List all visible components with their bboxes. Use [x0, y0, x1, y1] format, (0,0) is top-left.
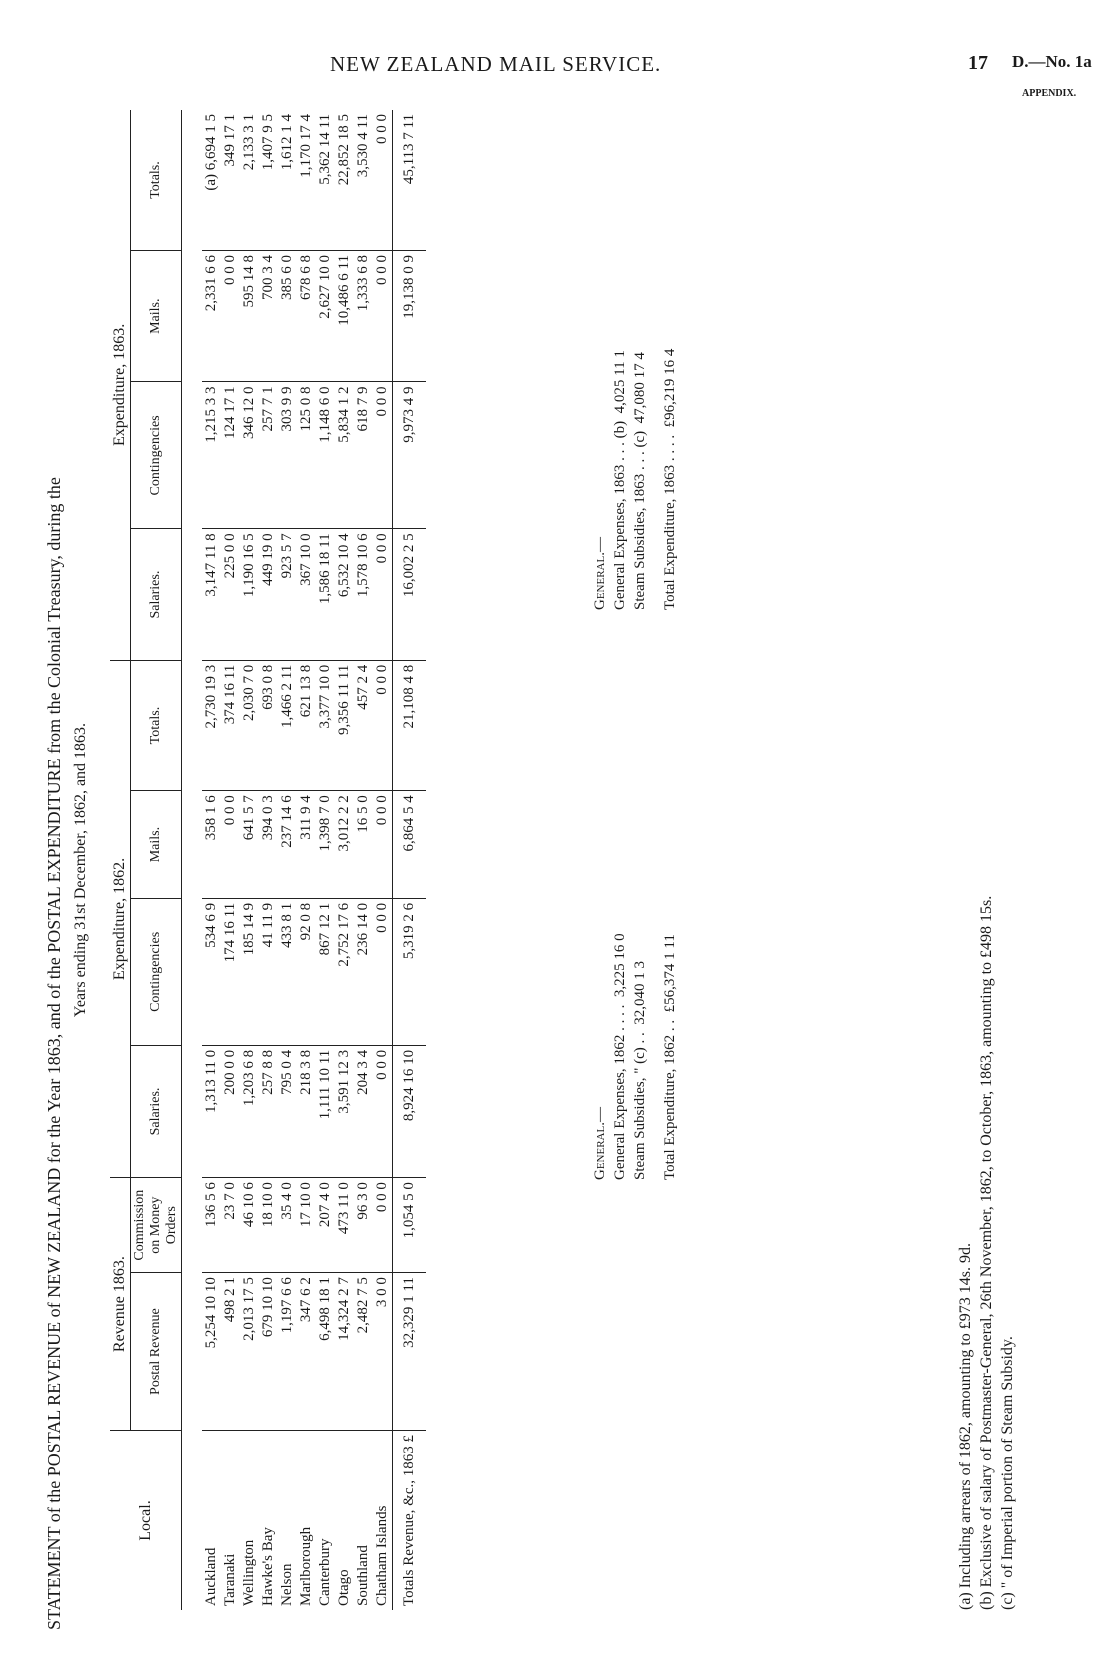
postal-revenue: 498 2 1 [221, 1273, 240, 1431]
total-expenditure-1863-label: Total Expenditure, 1863 . . . . [662, 434, 678, 610]
contingencies-1862-header: Contingencies [131, 898, 182, 1045]
contingencies-1862: 236 14 0 [354, 898, 373, 1045]
total-salaries-1862: 8,924 16 10 [393, 1045, 427, 1177]
table-row [278, 110, 297, 1610]
appendix-label: APPENDIX. [1022, 88, 1077, 99]
mails-1863: 10,486 6 11 [335, 251, 354, 382]
place-name: Wellington [241, 1539, 257, 1606]
table-row [221, 110, 240, 1610]
commission: 35 4 0 [278, 1178, 297, 1273]
mails-1862: 3,012 2 2 [335, 791, 354, 899]
postal-revenue: 6,498 18 1 [316, 1273, 335, 1431]
contingencies-1863: 618 7 9 [354, 382, 373, 529]
place-name: Taranaki [222, 1553, 238, 1606]
table-row [335, 110, 354, 1610]
table-row [373, 110, 393, 1610]
table-row [202, 110, 221, 1610]
total-mails-1862: 6,864 5 4 [393, 791, 427, 899]
expenditure-1863-header: Expenditure, 1863. [110, 110, 131, 660]
totals-1863: 3,530 4 11 [354, 110, 373, 251]
commission: 207 4 0 [316, 1178, 335, 1273]
total-expenditure-1862-value: £56,374 1 11 [662, 934, 678, 1013]
general-1863-block [590, 349, 680, 610]
footnote-c: (c) " of Imperial portion of Steam Subsidy. [999, 1336, 1016, 1610]
totals-1863: 1,612 1 4 [278, 110, 297, 251]
commission: 0 0 0 [373, 1178, 393, 1273]
total-expenditure-1863-value: £96,219 16 4 [662, 348, 678, 428]
commission: 23 7 0 [221, 1178, 240, 1273]
salaries-1862: 0 0 0 [373, 1045, 393, 1177]
mails-1862: 394 0 3 [259, 791, 278, 899]
salaries-1862: 257 8 8 [259, 1045, 278, 1177]
salaries-1862: 3,591 12 3 [335, 1045, 354, 1177]
total-mails-1863: 19,138 0 9 [393, 251, 427, 382]
totals-row [393, 110, 427, 1610]
table-row [240, 110, 259, 1610]
total-contingencies-1862: 5,319 2 6 [393, 898, 427, 1045]
contingencies-1863: 0 0 0 [373, 382, 393, 529]
mails-1862: 641 5 7 [240, 791, 259, 899]
salaries-1862: 1,111 10 11 [316, 1045, 335, 1177]
local-header: Local. [110, 1431, 182, 1611]
salaries-1862: 1,313 11 0 [202, 1045, 221, 1177]
mails-1862: 16 5 0 [354, 791, 373, 899]
totals-1863: 2,133 3 1 [240, 110, 259, 251]
salaries-1863: 1,190 16 5 [240, 529, 259, 660]
general-expenses-1863-value: 4,025 11 1 [612, 350, 628, 414]
statement-subtitle: Years ending 31st December, 1862, and 1863. [72, 722, 89, 1018]
place-name: Canterbury [317, 1538, 333, 1606]
totals-1863: 1,407 9 5 [259, 110, 278, 251]
postal-revenue: 347 6 2 [297, 1273, 316, 1431]
contingencies-1862: 92 0 8 [297, 898, 316, 1045]
general-expenses-1863-label: General Expenses, 1863 . . . (b) [612, 420, 628, 610]
salaries-1863: 225 0 0 [221, 529, 240, 660]
salaries-1863: 1,586 18 11 [316, 529, 335, 660]
totals-1862: 693 0 8 [259, 660, 278, 791]
salaries-1863: 3,147 11 8 [202, 529, 221, 660]
salaries-1862: 218 3 8 [297, 1045, 316, 1177]
contingencies-1863-header: Contingencies [131, 382, 182, 529]
mails-1863: 385 6 0 [278, 251, 297, 382]
contingencies-1862: 2,752 17 6 [335, 898, 354, 1045]
salaries-1863: 449 19 0 [259, 529, 278, 660]
contingencies-1862: 174 16 11 [221, 898, 240, 1045]
general-expenses-1862-value: 3,225 16 0 [612, 933, 628, 998]
contingencies-1862: 185 14 9 [240, 898, 259, 1045]
totals-1862: 0 0 0 [373, 660, 393, 791]
totals-1863: 0 0 0 [373, 110, 393, 251]
contingencies-1863: 5,834 1 2 [335, 382, 354, 529]
footnote-b: (b) Exclusive of salary of Postmaster-General, 26th November, 1862, to October, 1863, amounting to £498 15s. [978, 895, 995, 1610]
mails-1863: 595 14 8 [240, 251, 259, 382]
rotated-statement [30, 90, 1070, 1650]
table-row [316, 110, 335, 1610]
place-name: Hawke's Bay [260, 1527, 276, 1606]
totals-1863: 1,170 17 4 [297, 110, 316, 251]
footnote-a: (a) Including arrears of 1862, amounting to £973 14s. 9d. [957, 1242, 974, 1610]
salaries-1863: 0 0 0 [373, 529, 393, 660]
statement-title: STATEMENT of the POSTAL REVENUE of NEW ZEALAND for the Year 1863, and of the POSTAL EXPENDITURE from the Colonial Treasury, during the [44, 477, 64, 1630]
salaries-1862: 204 3 4 [354, 1045, 373, 1177]
salaries-1862-header: Salaries. [131, 1045, 182, 1177]
place-name: Chatham Islands [374, 1505, 390, 1606]
place-name: Marlborough [298, 1526, 314, 1606]
totals-1863: 22,852 18 5 [335, 110, 354, 251]
mails-1863: 700 3 4 [259, 251, 278, 382]
contingencies-1862: 867 12 1 [316, 898, 335, 1045]
salaries-1863: 6,532 10 4 [335, 529, 354, 660]
contingencies-1862: 0 0 0 [373, 898, 393, 1045]
totals-1862: 2,030 7 0 [240, 660, 259, 791]
contingencies-1863: 125 0 8 [297, 382, 316, 529]
footnotes [955, 896, 1018, 1610]
commission: 17 10 0 [297, 1178, 316, 1273]
document-reference: D.—No. 1a [1012, 52, 1092, 71]
commission: 136 5 6 [202, 1178, 221, 1273]
total-postal-revenue: 32,329 1 11 [393, 1273, 427, 1431]
mails-1863: 2,331 6 6 [202, 251, 221, 382]
commission: 18 10 0 [259, 1178, 278, 1273]
mails-1862: 311 9 4 [297, 791, 316, 899]
total-contingencies-1863: 9,973 4 9 [393, 382, 427, 529]
general-1862-block [590, 933, 680, 1180]
salaries-1863: 1,578 10 6 [354, 529, 373, 660]
place-name: Auckland [203, 1547, 219, 1606]
page-number: 17 [968, 52, 988, 74]
salaries-1862: 200 0 0 [221, 1045, 240, 1177]
salaries-1862: 1,203 6 8 [240, 1045, 259, 1177]
contingencies-1862: 41 11 9 [259, 898, 278, 1045]
salaries-1862: 795 0 4 [278, 1045, 297, 1177]
mails-1863: 0 0 0 [221, 251, 240, 382]
steam-subsidies-1862-label: Steam Subsidies, " (c) . . [632, 1032, 648, 1180]
mails-1862-header: Mails. [131, 791, 182, 899]
total-commission: 1,054 5 0 [393, 1178, 427, 1273]
contingencies-1863: 346 12 0 [240, 382, 259, 529]
general-1863-heading: General.— [592, 537, 608, 610]
salaries-1863: 923 5 7 [278, 529, 297, 660]
place-name: Otago [336, 1569, 352, 1606]
contingencies-1862: 433 8 1 [278, 898, 297, 1045]
totals-1862: 621 13 8 [297, 660, 316, 791]
mails-1863-header: Mails. [131, 251, 182, 382]
postal-revenue: 2,482 7 5 [354, 1273, 373, 1431]
total-expenditure-1862-label: Total Expenditure, 1862 . . [662, 1019, 678, 1180]
postal-revenue: 5,254 10 10 [202, 1273, 221, 1431]
totals-1862: 457 2 4 [354, 660, 373, 791]
mails-1862: 0 0 0 [221, 791, 240, 899]
total-totals-1862: 21,108 4 8 [393, 660, 427, 791]
totals-label: Totals Revenue, &c., 1863 £ [393, 1431, 427, 1611]
steam-subsidies-1863-label: Steam Subsidies, 1863 . . . (c) [632, 430, 648, 610]
total-totals-1863: 45,113 7 11 [393, 110, 427, 251]
postal-revenue: 14,324 2 7 [335, 1273, 354, 1431]
commission: 96 3 0 [354, 1178, 373, 1273]
table-row [259, 110, 278, 1610]
commission-header: Commission on Money Orders [131, 1178, 182, 1273]
commission: 473 11 0 [335, 1178, 354, 1273]
totals-1863-header: Totals. [131, 110, 182, 251]
revenue-1863-header: Revenue 1863. [110, 1178, 131, 1431]
contingencies-1863: 1,215 3 3 [202, 382, 221, 529]
totals-1863: 349 17 1 [221, 110, 240, 251]
postal-revenue: 679 10 10 [259, 1273, 278, 1431]
table-row [354, 110, 373, 1610]
totals-1863: 5,362 14 11 [316, 110, 335, 251]
general-expenses-1862-label: General Expenses, 1862 . . . . [612, 1004, 628, 1180]
totals-1862: 374 16 11 [221, 660, 240, 791]
contingencies-1863: 257 7 1 [259, 382, 278, 529]
postal-revenue: 3 0 0 [373, 1273, 393, 1431]
contingencies-1862: 534 6 9 [202, 898, 221, 1045]
mails-1863: 0 0 0 [373, 251, 393, 382]
totals-1862-header: Totals. [131, 660, 182, 791]
steam-subsidies-1863-value: 47,080 17 4 [632, 352, 648, 424]
table-row [297, 110, 316, 1610]
place-name: Southland [355, 1545, 371, 1606]
mails-1862: 1,398 7 0 [316, 791, 335, 899]
contingencies-1863: 303 9 9 [278, 382, 297, 529]
mails-1862: 237 14 6 [278, 791, 297, 899]
salaries-1863: 367 10 0 [297, 529, 316, 660]
total-salaries-1863: 16,002 2 5 [393, 529, 427, 660]
general-1862-heading: General.— [592, 1107, 608, 1180]
running-title: NEW ZEALAND MAIL SERVICE. [330, 52, 662, 76]
mails-1862: 0 0 0 [373, 791, 393, 899]
totals-1862: 2,730 19 3 [202, 660, 221, 791]
totals-1862: 9,356 11 11 [335, 660, 354, 791]
mails-1863: 1,333 6 8 [354, 251, 373, 382]
postal-revenue: 1,197 6 6 [278, 1273, 297, 1431]
totals-1862: 3,377 10 0 [316, 660, 335, 791]
postal-revenue: 2,013 17 5 [240, 1273, 259, 1431]
expenditure-1862-header: Expenditure, 1862. [110, 660, 131, 1177]
mails-1863: 2,627 10 0 [316, 251, 335, 382]
ledger-table [110, 110, 940, 1610]
place-name: Nelson [279, 1563, 295, 1606]
totals-1862: 1,466 2 11 [278, 660, 297, 791]
steam-subsidies-1862-value: 32,040 1 3 [632, 960, 648, 1025]
postal-revenue-header: Postal Revenue [131, 1273, 182, 1431]
contingencies-1863: 1,148 6 0 [316, 382, 335, 529]
mails-1863: 678 6 8 [297, 251, 316, 382]
salaries-1863-header: Salaries. [131, 529, 182, 660]
commission: 46 10 6 [240, 1178, 259, 1273]
contingencies-1863: 124 17 1 [221, 382, 240, 529]
mails-1862: 358 1 6 [202, 791, 221, 899]
totals-1863: (a) 6,694 1 5 [202, 110, 221, 251]
